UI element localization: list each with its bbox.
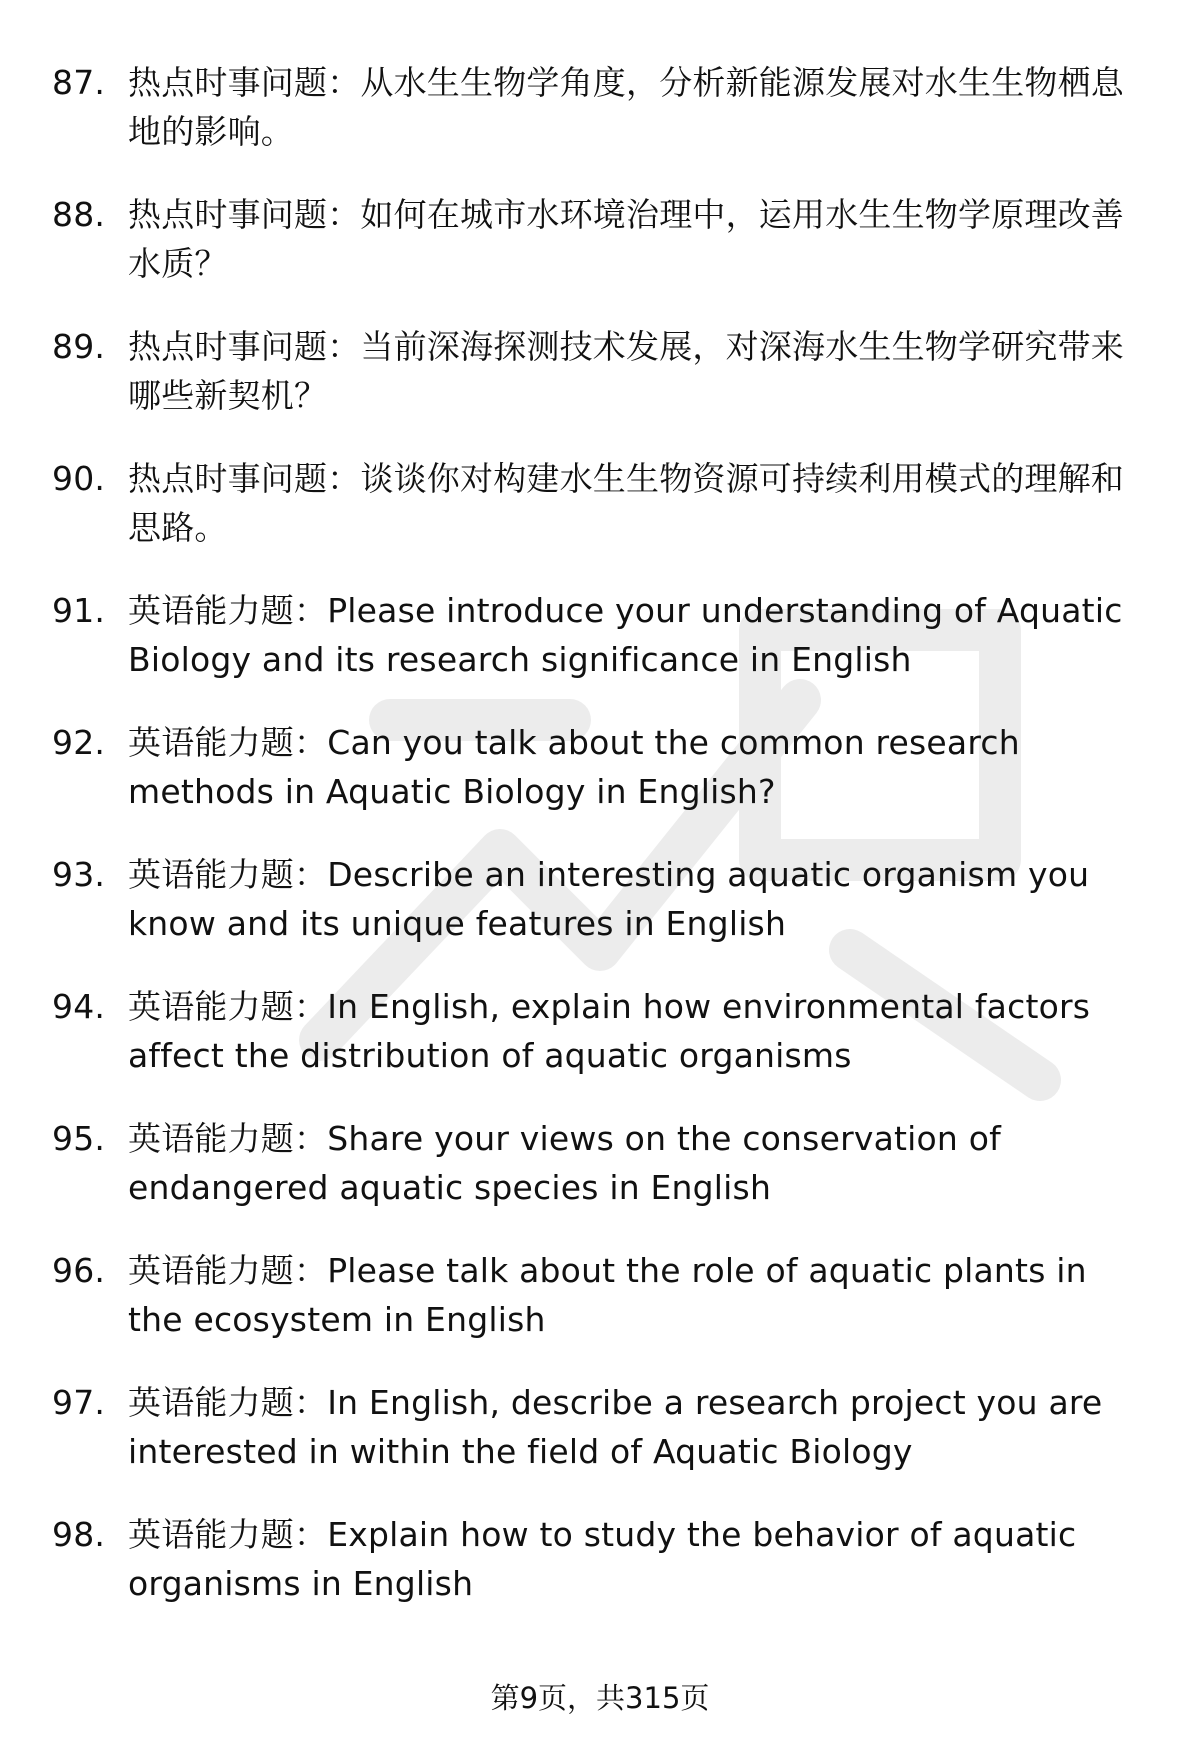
question-list bbox=[52, 58, 1152, 1642]
list-item bbox=[52, 982, 1152, 1080]
question-number: 93. bbox=[52, 855, 106, 894]
question-text: 英语能力题：Please introduce your understanding of Aquatic Biology and its research significance in English bbox=[128, 591, 1123, 679]
list-item bbox=[52, 1114, 1152, 1212]
question-number: 88. bbox=[52, 195, 106, 234]
question-text: 英语能力题：Explain how to study the behavior of aquatic organisms in English bbox=[128, 1515, 1077, 1603]
question-number: 96. bbox=[52, 1251, 106, 1290]
list-item bbox=[52, 718, 1152, 816]
question-text: 热点时事问题：如何在城市水环境治理中，运用水生生物学原理改善水质？ bbox=[128, 195, 1124, 283]
question-number: 89. bbox=[52, 327, 106, 366]
question-text: 英语能力题：In English, explain how environmental factors affect the distribution of aquatic organisms bbox=[128, 987, 1091, 1075]
question-text: 热点时事问题：当前深海探测技术发展，对深海水生生物学研究带来哪些新契机？ bbox=[128, 327, 1124, 415]
question-number: 90. bbox=[52, 459, 106, 498]
question-number: 97. bbox=[52, 1383, 106, 1422]
list-item bbox=[52, 1378, 1152, 1476]
list-item bbox=[52, 58, 1152, 156]
list-item bbox=[52, 454, 1152, 552]
question-text: 热点时事问题：谈谈你对构建水生生物资源可持续利用模式的理解和思路。 bbox=[128, 459, 1124, 547]
list-item bbox=[52, 322, 1152, 420]
list-item bbox=[52, 850, 1152, 948]
question-number: 91. bbox=[52, 591, 106, 630]
question-number: 94. bbox=[52, 987, 106, 1026]
list-item bbox=[52, 1510, 1152, 1608]
question-number: 87. bbox=[52, 63, 106, 102]
question-text: 英语能力题：Describe an interesting aquatic organism you know and its unique features in English bbox=[128, 855, 1090, 943]
question-number: 95. bbox=[52, 1119, 106, 1158]
question-text: 热点时事问题：从水生生物学角度，分析新能源发展对水生生物栖息地的影响。 bbox=[128, 63, 1124, 151]
list-item bbox=[52, 1246, 1152, 1344]
list-item bbox=[52, 586, 1152, 684]
question-text: 英语能力题：Can you talk about the common research methods in Aquatic Biology in English? bbox=[128, 723, 1020, 811]
question-text: 英语能力题：Please talk about the role of aquatic plants in the ecosystem in English bbox=[128, 1251, 1087, 1339]
question-number: 98. bbox=[52, 1515, 106, 1554]
list-item bbox=[52, 190, 1152, 288]
page-footer: 第9页，共315页 bbox=[490, 1681, 710, 1715]
question-text: 英语能力题：In English, describe a research project you are interested in within the field of Aquatic Biology bbox=[128, 1383, 1103, 1471]
question-text: 英语能力题：Share your views on the conservation of endangered aquatic species in English bbox=[128, 1119, 1001, 1207]
question-number: 92. bbox=[52, 723, 106, 762]
